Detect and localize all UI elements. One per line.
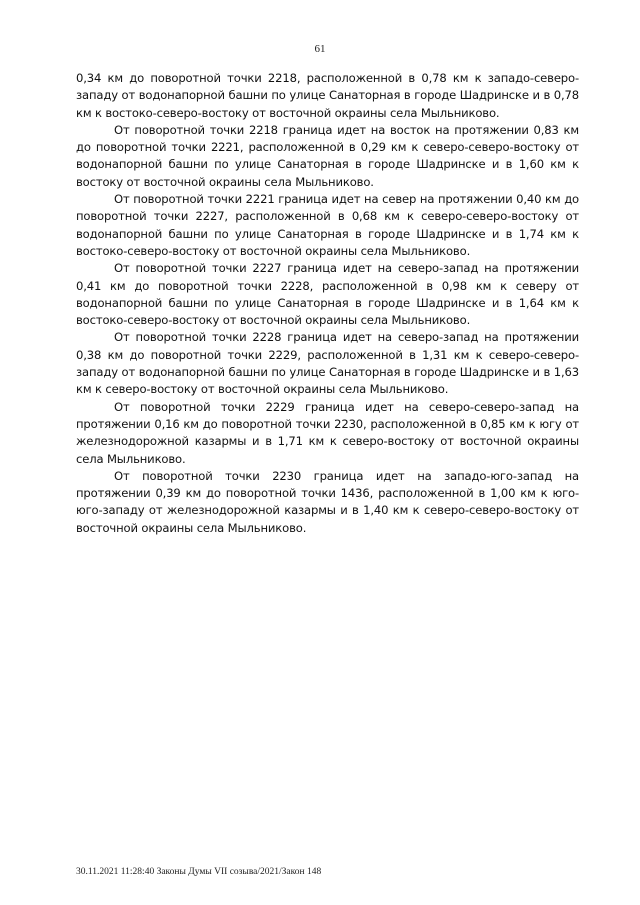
paragraph: От поворотной точки 2218 граница идет на восток на протяжении 0,83 км до поворотной точки 2221, расположенной в 0,29 км к северо-северо-востоку от водонапорной башни по улице Санаторная в городе Шадринске и в 1,60 км к востоку от восточной окраины села Мыльниково.: [76, 122, 579, 189]
document-body: [76, 70, 579, 537]
paragraph: От поворотной точки 2227 граница идет на северо-запад на протяжении 0,41 км до поворотной точки 2228, расположенной в 0,98 км к северу от водонапорной башни по улице Санаторная в городе Шадринске и в 1,64 км к востоко-северо-востоку от восточной окраины села Мыльниково.: [76, 261, 579, 328]
paragraph: От поворотной точки 2228 граница идет на северо-запад на протяжении 0,38 км до поворотной точки 2229, расположенной в 1,31 км к северо-северо-западу от водонапорной башни по улице Санаторная в городе Шадринске и в 1,63 км к северо-востоку от восточной окраины села Мыльниково.: [76, 330, 579, 397]
document-footer: 30.11.2021 11:28:40 Законы Думы VII созыва/2021/Закон 148: [76, 867, 322, 877]
paragraph: От поворотной точки 2229 граница идет на северо-северо-запад на протяжении 0,16 км до поворотной точки 2230, расположенной в 0,85 км к югу от железнодорожной казармы и в 1,71 км к северо-востоку от восточной окраины села Мыльниково.: [76, 399, 579, 466]
page-number: 61: [314, 43, 326, 55]
paragraph: 0,34 км до поворотной точки 2218, расположенной в 0,78 км к западо-северо-западу от водонапорной башни по улице Санаторная в городе Шадринске и в 0,78 км к востоко-северо-востоку от восточной окраины села Мыльниково.: [76, 71, 579, 120]
paragraph: От поворотной точки 2221 граница идет на север на протяжении 0,40 км до поворотной точки 2227, расположенной в 0,68 км к северо-северо-востоку от водонапорной башни по улице Санаторная в городе Шадринске и в 1,74 км к востоко-северо-востоку от восточной окраины села Мыльниково.: [76, 192, 579, 258]
paragraph: От поворотной точки 2230 граница идет на западо-юго-запад на протяжении 0,39 км до поворотной точки 1436, расположенной в 1,00 км к юго-юго-западу от железнодорожной казармы и в 1,40 км к северо-северо-востоку от восточной окраины села Мыльниково.: [76, 468, 579, 535]
